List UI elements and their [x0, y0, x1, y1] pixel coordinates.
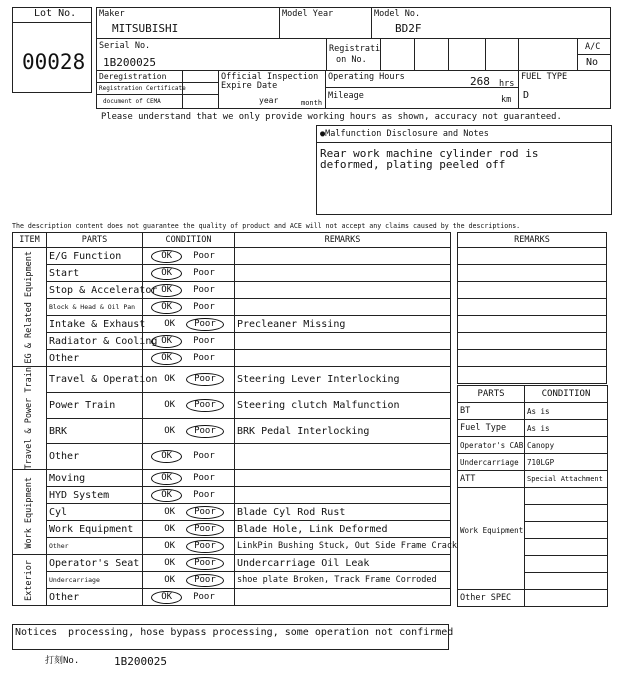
right-remarks-row [458, 282, 607, 299]
inspection-row [13, 350, 451, 367]
remark-cell [235, 470, 451, 487]
remark-cell [235, 265, 451, 282]
condition-poor: Poor [193, 250, 215, 261]
condition-cell [143, 299, 235, 316]
condition-ok: OK [164, 318, 176, 329]
remark-cell: Precleaner Missing [235, 316, 451, 333]
inspection-row [13, 367, 451, 393]
condition-ok-selected: OK [151, 489, 182, 502]
right-remarks-row [458, 333, 607, 350]
condition-poor: Poor [193, 472, 215, 483]
condition-cell [143, 418, 235, 444]
maker-value: MITSUBISHI [112, 22, 179, 35]
part-name: Other [47, 350, 143, 367]
remark-cell: Steering clutch Malfunction [235, 392, 451, 418]
right-remarks-row [458, 299, 607, 316]
condition-ok: OK [164, 574, 176, 585]
spec-condition-header: CONDITION [525, 386, 608, 403]
remark-cell [235, 282, 451, 299]
operating-hours-label: Operating Hours [328, 72, 405, 82]
spec-row [458, 437, 608, 454]
inspection-row [13, 282, 451, 299]
malfunction-title: ●Malfunction Disclosure and Notes [320, 129, 489, 139]
remark-cell: shoe plate Broken, Track Frame Corroded [235, 572, 451, 589]
inspection-row [13, 572, 451, 589]
condition-poor-selected: Poor [186, 540, 224, 553]
condition-poor-selected: Poor [186, 557, 224, 570]
inspection-row [13, 521, 451, 538]
condition-cell [143, 367, 235, 393]
year-label: year [259, 96, 279, 105]
lot-no-value: 00028 [22, 50, 86, 74]
condition-ok: OK [164, 523, 176, 534]
inspection-row [13, 444, 451, 470]
condition-cell [143, 572, 235, 589]
part-name: Moving [47, 470, 143, 487]
spec-row [458, 471, 608, 488]
condition-poor-selected: Poor [186, 523, 224, 536]
operating-hours-value: 268 [470, 75, 490, 88]
ac-label: A/C [585, 42, 601, 52]
remark-cell [235, 333, 451, 350]
condition-poor-selected: Poor [186, 425, 224, 438]
condition-cell [143, 487, 235, 504]
part-name: Start [47, 265, 143, 282]
remarks-header: REMARKS [235, 233, 451, 248]
inspection-row [13, 538, 451, 555]
condition-ok-selected: OK [151, 591, 182, 604]
inspection-row [13, 487, 451, 504]
condition-ok-selected: OK [151, 301, 182, 314]
mileage-label: Mileage [328, 91, 364, 101]
condition-poor: Poor [193, 284, 215, 295]
remark-cell: LinkPin Bushing Stuck, Out Side Frame Crack [235, 538, 451, 555]
condition-cell [143, 589, 235, 606]
condition-ok: OK [164, 425, 176, 436]
condition-poor: Poor [193, 267, 215, 278]
condition-ok: OK [164, 506, 176, 517]
inspection-row [13, 589, 451, 606]
spec-part: Fuel Type [458, 420, 525, 437]
condition-ok: OK [164, 540, 176, 551]
right-remarks-row [458, 367, 607, 384]
right-remarks-row [458, 265, 607, 282]
condition-poor-selected: Poor [186, 373, 224, 386]
spec-cond: Special Attachment [525, 471, 608, 488]
inspection-row [13, 555, 451, 572]
parts-header: PARTS [47, 233, 143, 248]
serial-no-value: 1B200025 [103, 56, 156, 69]
part-name: Radiator & Cooling [47, 333, 143, 350]
cema-label: document of CEMA [103, 98, 161, 105]
part-name: Undercarriage [47, 572, 143, 589]
inspection-row [13, 470, 451, 487]
notices-label: Notices [15, 627, 58, 638]
item-group-cell [13, 248, 47, 367]
part-name: Power Train [47, 392, 143, 418]
part-name: Intake & Exhaust [47, 316, 143, 333]
condition-ok-selected: OK [151, 250, 182, 263]
spec-row [458, 454, 608, 471]
official-inspection-label-2: Expire Date [221, 81, 278, 91]
spec-row [458, 420, 608, 437]
part-name: Operator's Seat [47, 555, 143, 572]
spec-cond: As is [525, 420, 608, 437]
inspection-table [12, 232, 458, 606]
model-year-label: Model Year [282, 9, 334, 19]
maker-label: Maker [99, 9, 125, 19]
condition-ok-selected: OK [151, 450, 182, 463]
condition-poor-selected: Poor [186, 399, 224, 412]
registration-certificate-label: Registration Certificate [99, 85, 186, 92]
condition-cell [143, 265, 235, 282]
condition-cell [143, 350, 235, 367]
stamp-value: 1B200025 [114, 655, 167, 668]
remark-cell: Steering Lever Interlocking [235, 367, 451, 393]
condition-ok-selected: OK [151, 267, 182, 280]
item-header: ITEM [13, 233, 47, 248]
condition-ok: OK [164, 399, 176, 410]
deregistration-label: Deregistration [99, 72, 167, 81]
fuel-type-value: D [523, 90, 530, 101]
inspection-row [13, 504, 451, 521]
item-group-label: Work Equipment [24, 476, 34, 549]
inspection-row [13, 299, 451, 316]
condition-ok-selected: OK [151, 472, 182, 485]
remark-cell: Blade Hole, Link Deformed [235, 521, 451, 538]
right-remarks-row [458, 316, 607, 333]
condition-poor-selected: Poor [186, 318, 224, 331]
remark-cell [235, 487, 451, 504]
spec-part: Operator's CAB [458, 437, 525, 454]
remark-cell [235, 299, 451, 316]
condition-cell [143, 444, 235, 470]
condition-poor: Poor [193, 335, 215, 346]
condition-cell [143, 316, 235, 333]
right-remarks-header: REMARKS [458, 233, 607, 248]
item-group-label: Travel & Power Train [24, 367, 34, 470]
condition-ok-selected: OK [151, 352, 182, 365]
inspection-row [13, 333, 451, 350]
other-spec-label: Other SPEC [458, 590, 525, 607]
remark-cell: Blade Cyl Rod Rust [235, 504, 451, 521]
inspection-row [13, 392, 451, 418]
condition-cell [143, 504, 235, 521]
condition-ok: OK [164, 373, 176, 384]
condition-cell [143, 521, 235, 538]
remark-cell: Undercarriage Oil Leak [235, 555, 451, 572]
part-name: Cyl [47, 504, 143, 521]
part-name: E/G Function [47, 248, 143, 265]
part-name: Other [47, 538, 143, 555]
condition-cell [143, 248, 235, 265]
remark-cell [235, 248, 451, 265]
condition-poor: Poor [193, 591, 215, 602]
official-inspection-label-1: Official Inspection [221, 72, 319, 82]
spec-cond: 710LGP [525, 454, 608, 471]
inspection-row [13, 248, 451, 265]
spec-parts-header: PARTS [458, 386, 525, 403]
month-label: month [301, 99, 323, 107]
inspection-row [13, 418, 451, 444]
right-remarks-table [457, 232, 607, 384]
condition-poor: Poor [193, 301, 215, 312]
working-hours-note: Please understand that we only provide working hours as shown, accuracy not guaranteed. [101, 112, 562, 122]
spec-cond: As is [525, 403, 608, 420]
condition-cell [143, 333, 235, 350]
model-no-value: BD2F [395, 22, 422, 35]
spec-part: Undercarriage [458, 454, 525, 471]
condition-poor: Poor [193, 489, 215, 500]
condition-poor-selected: Poor [186, 574, 224, 587]
hrs-label: hrs [499, 79, 515, 89]
part-name: BRK [47, 418, 143, 444]
serial-no-label: Serial No. [99, 41, 151, 51]
malfunction-text-line2: deformed, plating peeled off [320, 158, 506, 171]
remark-cell [235, 444, 451, 470]
notices-text: processing, hose bypass processing, some operation not confirmed [68, 627, 454, 638]
lot-no-label: Lot No. [34, 8, 77, 19]
spec-cond: Canopy [525, 437, 608, 454]
part-name: Block & Head & Oil Pan [47, 299, 143, 316]
condition-poor: Poor [193, 451, 215, 462]
item-group-cell [13, 367, 47, 470]
condition-poor-selected: Poor [186, 506, 224, 519]
item-group-label: Exterior [24, 559, 34, 601]
fuel-type-label: FUEL TYPE [521, 72, 568, 82]
inspection-row [13, 265, 451, 282]
condition-header: CONDITION [143, 233, 235, 248]
registration-label-1: Registrati [329, 44, 381, 54]
part-name: HYD System [47, 487, 143, 504]
part-name: Stop & Accelerator [47, 282, 143, 299]
condition-cell [143, 282, 235, 299]
remark-cell [235, 350, 451, 367]
spec-row [458, 403, 608, 420]
item-group-cell [13, 555, 47, 606]
condition-cell [143, 392, 235, 418]
spec-table [457, 385, 608, 607]
right-remarks-row [458, 248, 607, 265]
part-name: Other [47, 589, 143, 606]
registration-label-2: on No. [336, 55, 367, 65]
remark-cell: BRK Pedal Interlocking [235, 418, 451, 444]
item-group-cell [13, 470, 47, 555]
model-no-label: Model No. [374, 9, 421, 19]
part-name: Work Equipment [47, 521, 143, 538]
disclaimer: The description content does not guarantee the quality of product and ACE will not accept any claims caused by the descriptions. [12, 222, 521, 230]
part-name: Other [47, 444, 143, 470]
condition-poor: Poor [193, 352, 215, 363]
inspection-row [13, 316, 451, 333]
condition-ok-selected: OK [151, 335, 182, 348]
km-label: km [501, 95, 512, 105]
stamp-label: 打刻No. [45, 656, 80, 666]
condition-ok: OK [164, 557, 176, 568]
work-equipment-label: Work Equipment [458, 522, 525, 539]
condition-ok-selected: OK [151, 284, 182, 297]
condition-cell [143, 470, 235, 487]
malfunction-text-line1: Rear work machine cylinder rod is [320, 147, 539, 160]
remark-cell [235, 589, 451, 606]
right-remarks-row [458, 350, 607, 367]
spec-part: BT [458, 403, 525, 420]
ac-value: No [586, 57, 599, 68]
part-name: Travel & Operation [47, 367, 143, 393]
item-group-label: EG & Related Equipment [24, 250, 34, 364]
spec-part: ATT [458, 471, 525, 488]
condition-cell [143, 555, 235, 572]
condition-cell [143, 538, 235, 555]
